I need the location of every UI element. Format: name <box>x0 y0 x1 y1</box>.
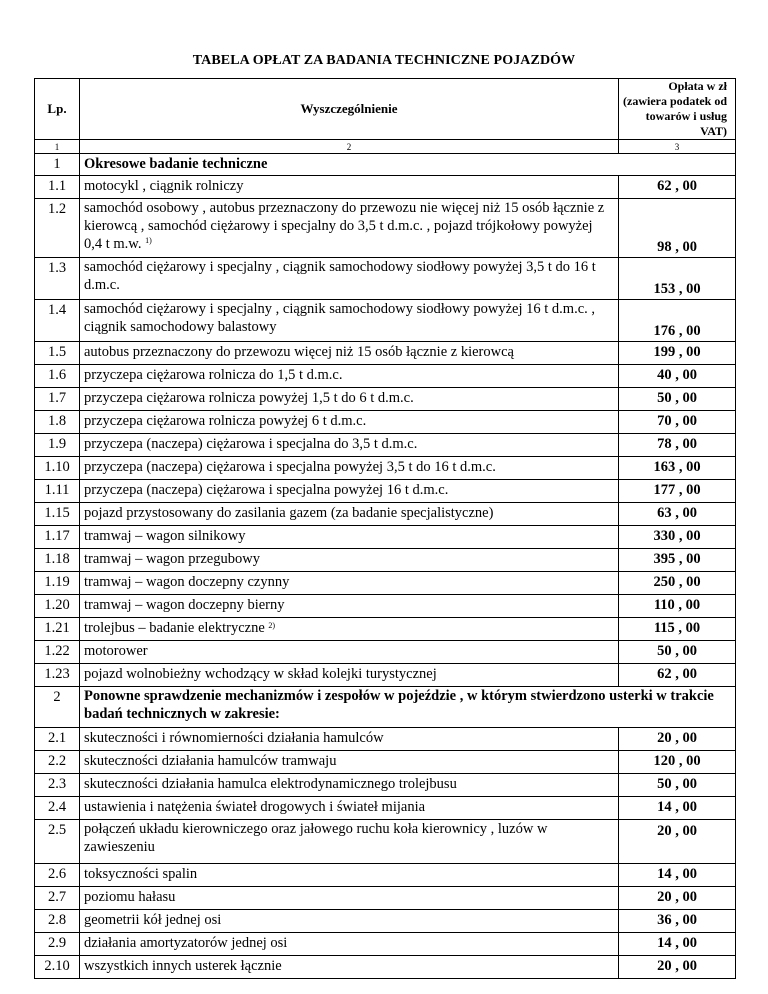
row-description <box>80 797 619 820</box>
table-row <box>35 910 736 933</box>
description-text: ustawienia i natężenia świateł drogowych i świateł mijania <box>84 799 426 815</box>
description-text: motorower <box>84 643 148 659</box>
table-row <box>35 199 736 258</box>
description-text: trolejbus – badanie elektryczne <box>84 620 265 636</box>
description-text: skuteczności działania hamulców tramwaju <box>84 753 337 769</box>
row-number: 2.1 <box>35 728 80 751</box>
row-description <box>80 549 619 572</box>
table-row <box>35 549 736 572</box>
table-row <box>35 864 736 887</box>
row-description <box>80 910 619 933</box>
description-text: wszystkich innych usterek łącznie <box>84 958 282 974</box>
description-text: skuteczności i równomierności działania hamulców <box>84 730 384 746</box>
description-text: tramwaj – wagon przegubowy <box>84 551 260 567</box>
description-text: samochód ciężarowy i specjalny , ciągnik samochodowy siodłowy powyżej 16 t d.m.c. , ciągnik samochodowy balastowy <box>84 301 596 335</box>
description-text: samochód ciężarowy i specjalny , ciągnik samochodowy siodłowy powyżej 3,5 t do 16 t d.m.c. <box>84 259 596 293</box>
description-text: przyczepa (naczepa) ciężarowa i specjalna do 3,5 t d.m.c. <box>84 436 418 452</box>
column-number: 1 <box>35 140 80 154</box>
table-row <box>35 411 736 434</box>
table-row <box>35 618 736 641</box>
row-fee: 78 , 00 <box>619 434 736 457</box>
row-number: 1.19 <box>35 572 80 595</box>
table-row <box>35 933 736 956</box>
row-fee: 177 , 00 <box>619 480 736 503</box>
row-number: 1.22 <box>35 641 80 664</box>
row-description <box>80 365 619 388</box>
row-fee: 20 , 00 <box>619 728 736 751</box>
row-fee: 153 , 00 <box>619 258 736 300</box>
row-description <box>80 618 619 641</box>
row-fee: 50 , 00 <box>619 774 736 797</box>
row-description <box>80 864 619 887</box>
section-number: 1 <box>35 154 80 176</box>
row-number: 1.10 <box>35 457 80 480</box>
description-text: pojazd przystosowany do zasilania gazem (za badanie specjalistyczne) <box>84 505 494 521</box>
table-row <box>35 728 736 751</box>
row-fee: 115 , 00 <box>619 618 736 641</box>
row-description <box>80 956 619 979</box>
description-text: połączeń układu kierowniczego oraz jałowego ruchu koła kierownicy , luzów w zawieszeniu <box>84 821 548 855</box>
description-text: skuteczności działania hamulca elektrodynamicznego trolejbusu <box>84 776 457 792</box>
description-text: tramwaj – wagon doczepny czynny <box>84 574 290 590</box>
description-text: przyczepa ciężarowa rolnicza do 1,5 t d.m.c. <box>84 367 343 383</box>
table-row <box>35 342 736 365</box>
row-number: 1.4 <box>35 300 80 342</box>
row-number: 2.8 <box>35 910 80 933</box>
row-description <box>80 526 619 549</box>
row-fee: 14 , 00 <box>619 797 736 820</box>
table-row <box>35 887 736 910</box>
row-fee: 120 , 00 <box>619 751 736 774</box>
row-fee: 50 , 00 <box>619 388 736 411</box>
table-row <box>35 365 736 388</box>
section-row <box>35 154 736 176</box>
row-fee: 98 , 00 <box>619 199 736 258</box>
row-description <box>80 887 619 910</box>
row-number: 1.1 <box>35 176 80 199</box>
section-title: Ponowne sprawdzenie mechanizmów i zespołów w pojeździe , w którym stwierdzono usterki w trakcie badań technicznych w zakresie: <box>80 687 736 728</box>
row-description <box>80 572 619 595</box>
table-row <box>35 176 736 199</box>
row-fee: 20 , 00 <box>619 956 736 979</box>
footnote-marker: 2) <box>268 621 276 630</box>
description-text: geometrii kół jednej osi <box>84 912 222 928</box>
table-row <box>35 641 736 664</box>
table-row <box>35 751 736 774</box>
row-fee: 40 , 00 <box>619 365 736 388</box>
row-description <box>80 457 619 480</box>
row-fee: 36 , 00 <box>619 910 736 933</box>
description-text: poziomu hałasu <box>84 889 176 905</box>
description-text: samochód osobowy , autobus przeznaczony do przewozu nie więcej niż 15 osób łącznie z kierowcą , samochód ciężarowy i specjalny do 3,5 t d.m.c. , pojazd trójkołowy powyżej 0,4 t m.w. <box>84 200 605 252</box>
row-fee: 250 , 00 <box>619 572 736 595</box>
fee-table <box>34 78 736 979</box>
row-number: 1.18 <box>35 549 80 572</box>
row-description <box>80 199 619 258</box>
row-description <box>80 388 619 411</box>
section-title: Okresowe badanie techniczne <box>80 154 736 176</box>
table-row <box>35 956 736 979</box>
row-number: 2.5 <box>35 820 80 864</box>
table-row <box>35 457 736 480</box>
column-number: 2 <box>80 140 619 154</box>
row-number: 1.2 <box>35 199 80 258</box>
row-description <box>80 434 619 457</box>
row-fee: 330 , 00 <box>619 526 736 549</box>
row-description <box>80 641 619 664</box>
section-row <box>35 687 736 728</box>
row-description <box>80 411 619 434</box>
row-fee: 14 , 00 <box>619 864 736 887</box>
table-header <box>35 79 736 140</box>
row-description <box>80 751 619 774</box>
table-row <box>35 434 736 457</box>
column-numbers <box>35 140 736 154</box>
row-description <box>80 176 619 199</box>
table-row <box>35 503 736 526</box>
row-fee: 70 , 00 <box>619 411 736 434</box>
row-number: 2.7 <box>35 887 80 910</box>
table-row <box>35 300 736 342</box>
row-fee: 50 , 00 <box>619 641 736 664</box>
row-number: 1.23 <box>35 664 80 687</box>
row-number: 1.6 <box>35 365 80 388</box>
section-number: 2 <box>35 687 80 728</box>
table-row <box>35 664 736 687</box>
row-number: 1.20 <box>35 595 80 618</box>
header-fee: Opłata w zł (zawiera podatek od towarów i usług VAT) <box>619 79 736 140</box>
row-fee: 395 , 00 <box>619 549 736 572</box>
description-text: przyczepa (naczepa) ciężarowa i specjalna powyżej 3,5 t do 16 t d.m.c. <box>84 459 496 475</box>
row-number: 2.10 <box>35 956 80 979</box>
row-number: 1.11 <box>35 480 80 503</box>
row-number: 1.9 <box>35 434 80 457</box>
table-row <box>35 572 736 595</box>
row-fee: 176 , 00 <box>619 300 736 342</box>
description-text: pojazd wolnobieżny wchodzący w skład kolejki turystycznej <box>84 666 437 682</box>
table-row <box>35 258 736 300</box>
row-number: 1.5 <box>35 342 80 365</box>
row-number: 1.21 <box>35 618 80 641</box>
row-number: 1.3 <box>35 258 80 300</box>
table-row <box>35 480 736 503</box>
table-row <box>35 526 736 549</box>
row-number: 1.17 <box>35 526 80 549</box>
row-fee: 63 , 00 <box>619 503 736 526</box>
row-fee: 20 , 00 <box>619 887 736 910</box>
row-fee: 14 , 00 <box>619 933 736 956</box>
description-text: autobus przeznaczony do przewozu więcej niż 15 osób łącznie z kierowcą <box>84 344 514 360</box>
row-number: 2.3 <box>35 774 80 797</box>
row-number: 1.7 <box>35 388 80 411</box>
row-description <box>80 595 619 618</box>
description-text: działania amortyzatorów jednej osi <box>84 935 288 951</box>
row-fee: 163 , 00 <box>619 457 736 480</box>
row-description <box>80 774 619 797</box>
row-description <box>80 300 619 342</box>
row-fee: 62 , 00 <box>619 664 736 687</box>
document-title: TABELA OPŁAT ZA BADANIA TECHNICZNE POJAZDÓW <box>192 53 576 68</box>
row-fee: 20 , 00 <box>619 820 736 864</box>
table-row <box>35 774 736 797</box>
row-fee: 110 , 00 <box>619 595 736 618</box>
description-text: tramwaj – wagon doczepny bierny <box>84 597 285 613</box>
table-row <box>35 797 736 820</box>
header-lp: Lp. <box>35 79 80 140</box>
row-fee: 199 , 00 <box>619 342 736 365</box>
footnote-marker: 1) <box>145 236 152 245</box>
row-number: 2.2 <box>35 751 80 774</box>
table-row <box>35 388 736 411</box>
row-description <box>80 664 619 687</box>
description-text: tramwaj – wagon silnikowy <box>84 528 246 544</box>
header-description: Wyszczególnienie <box>80 79 619 140</box>
description-text: toksyczności spalin <box>84 866 198 882</box>
row-number: 2.6 <box>35 864 80 887</box>
row-fee: 62 , 00 <box>619 176 736 199</box>
row-number: 1.8 <box>35 411 80 434</box>
description-text: przyczepa (naczepa) ciężarowa i specjalna powyżej 16 t d.m.c. <box>84 482 449 498</box>
description-text: przyczepa ciężarowa rolnicza powyżej 6 t d.m.c. <box>84 413 367 429</box>
description-text: przyczepa ciężarowa rolnicza powyżej 1,5 t do 6 t d.m.c. <box>84 390 414 406</box>
row-description <box>80 728 619 751</box>
column-number: 3 <box>619 140 736 154</box>
row-description <box>80 820 619 864</box>
row-description <box>80 480 619 503</box>
row-description <box>80 503 619 526</box>
table-row <box>35 595 736 618</box>
row-description <box>80 342 619 365</box>
row-description <box>80 933 619 956</box>
row-number: 1.15 <box>35 503 80 526</box>
description-text: motocykl , ciągnik rolniczy <box>84 178 244 194</box>
row-number: 2.4 <box>35 797 80 820</box>
row-description <box>80 258 619 300</box>
table-row <box>35 820 736 864</box>
row-number: 2.9 <box>35 933 80 956</box>
